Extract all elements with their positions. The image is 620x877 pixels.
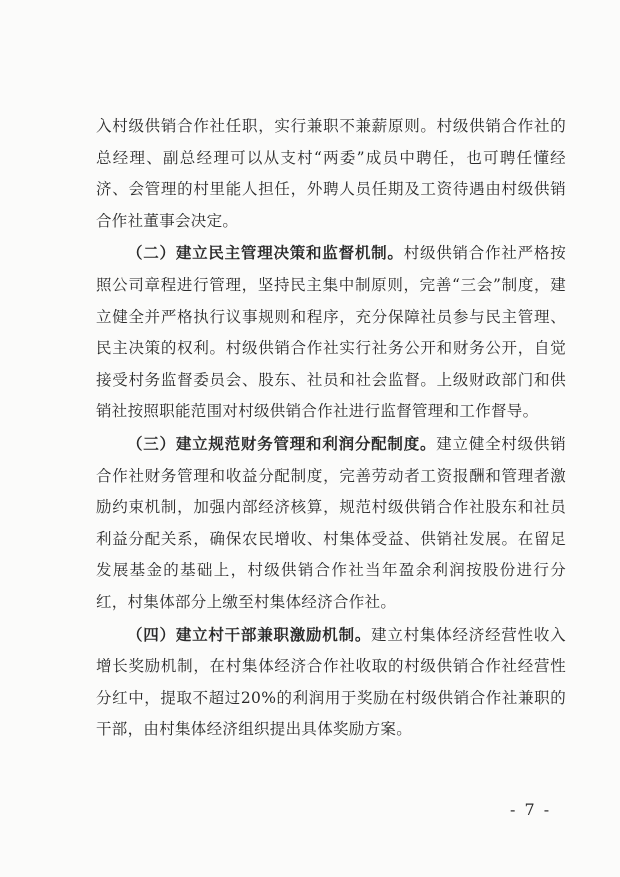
paragraph-1 (96, 111, 566, 237)
paragraph-1-text: 入村级供销合作社任职，实行兼职不兼薪原则。村级供销合作社的总经理、副总经理可以从支村“两委”成员中聘任，也可聘任懂经济、会管理的村里能人担任，外聘人员任期及工资待遇由村级供销合作社董事会决定。 (96, 117, 566, 230)
paragraph-4-text: 建立村集体经济经营性收入增长奖励机制，在村集体经济合作社收取的村级供销合作社经营性分红中，提取不超过20%的利润用于奖励在村级供销合作社兼职的干部，由村集体经济组织提出具体奖励方案。 (96, 625, 566, 739)
paragraph-4 (96, 619, 566, 746)
paragraph-4-heading: （四）建立村干部兼职激励机制。 (127, 624, 372, 644)
paragraph-2-heading: （二）建立民主管理决策和监督机制。 (127, 243, 404, 263)
paragraph-3-heading: （三）建立规范财务管理和利润分配制度。 (127, 433, 437, 453)
paragraph-3-text: 建立健全村级供销合作社财务管理和收益分配制度，完善劳动者工资报酬和管理者激励约束机制，加强内部经济核算，规范村级供销合作社股东和社员利益分配关系，确保农民增收、村集体受益、供销社发展。在留足发展基金的基础上，村级供销合作社当年盈余利润按股份进行分红，村集体部分上缴至村集体经济合作社。 (96, 434, 567, 611)
paragraph-3 (96, 428, 566, 619)
paragraph-2 (96, 237, 566, 428)
paragraph-2-text: 村级供销合作社严格按照公司章程进行管理，坚持民主集中制原则，完善“三会”制度，建立健全并严格执行议事规则和程序，充分保障社员参与民主管理、民主决策的权利。村级供销合作社实行社务公开和财务公开，自觉接受村务监督委员会、股东、社员和社会监督。上级财政部门和供销社按照职能范围对村级供销合作社进行监督管理和工作督导。 (96, 244, 566, 421)
document-body (96, 111, 566, 746)
page-number: - 7 - (510, 800, 552, 819)
